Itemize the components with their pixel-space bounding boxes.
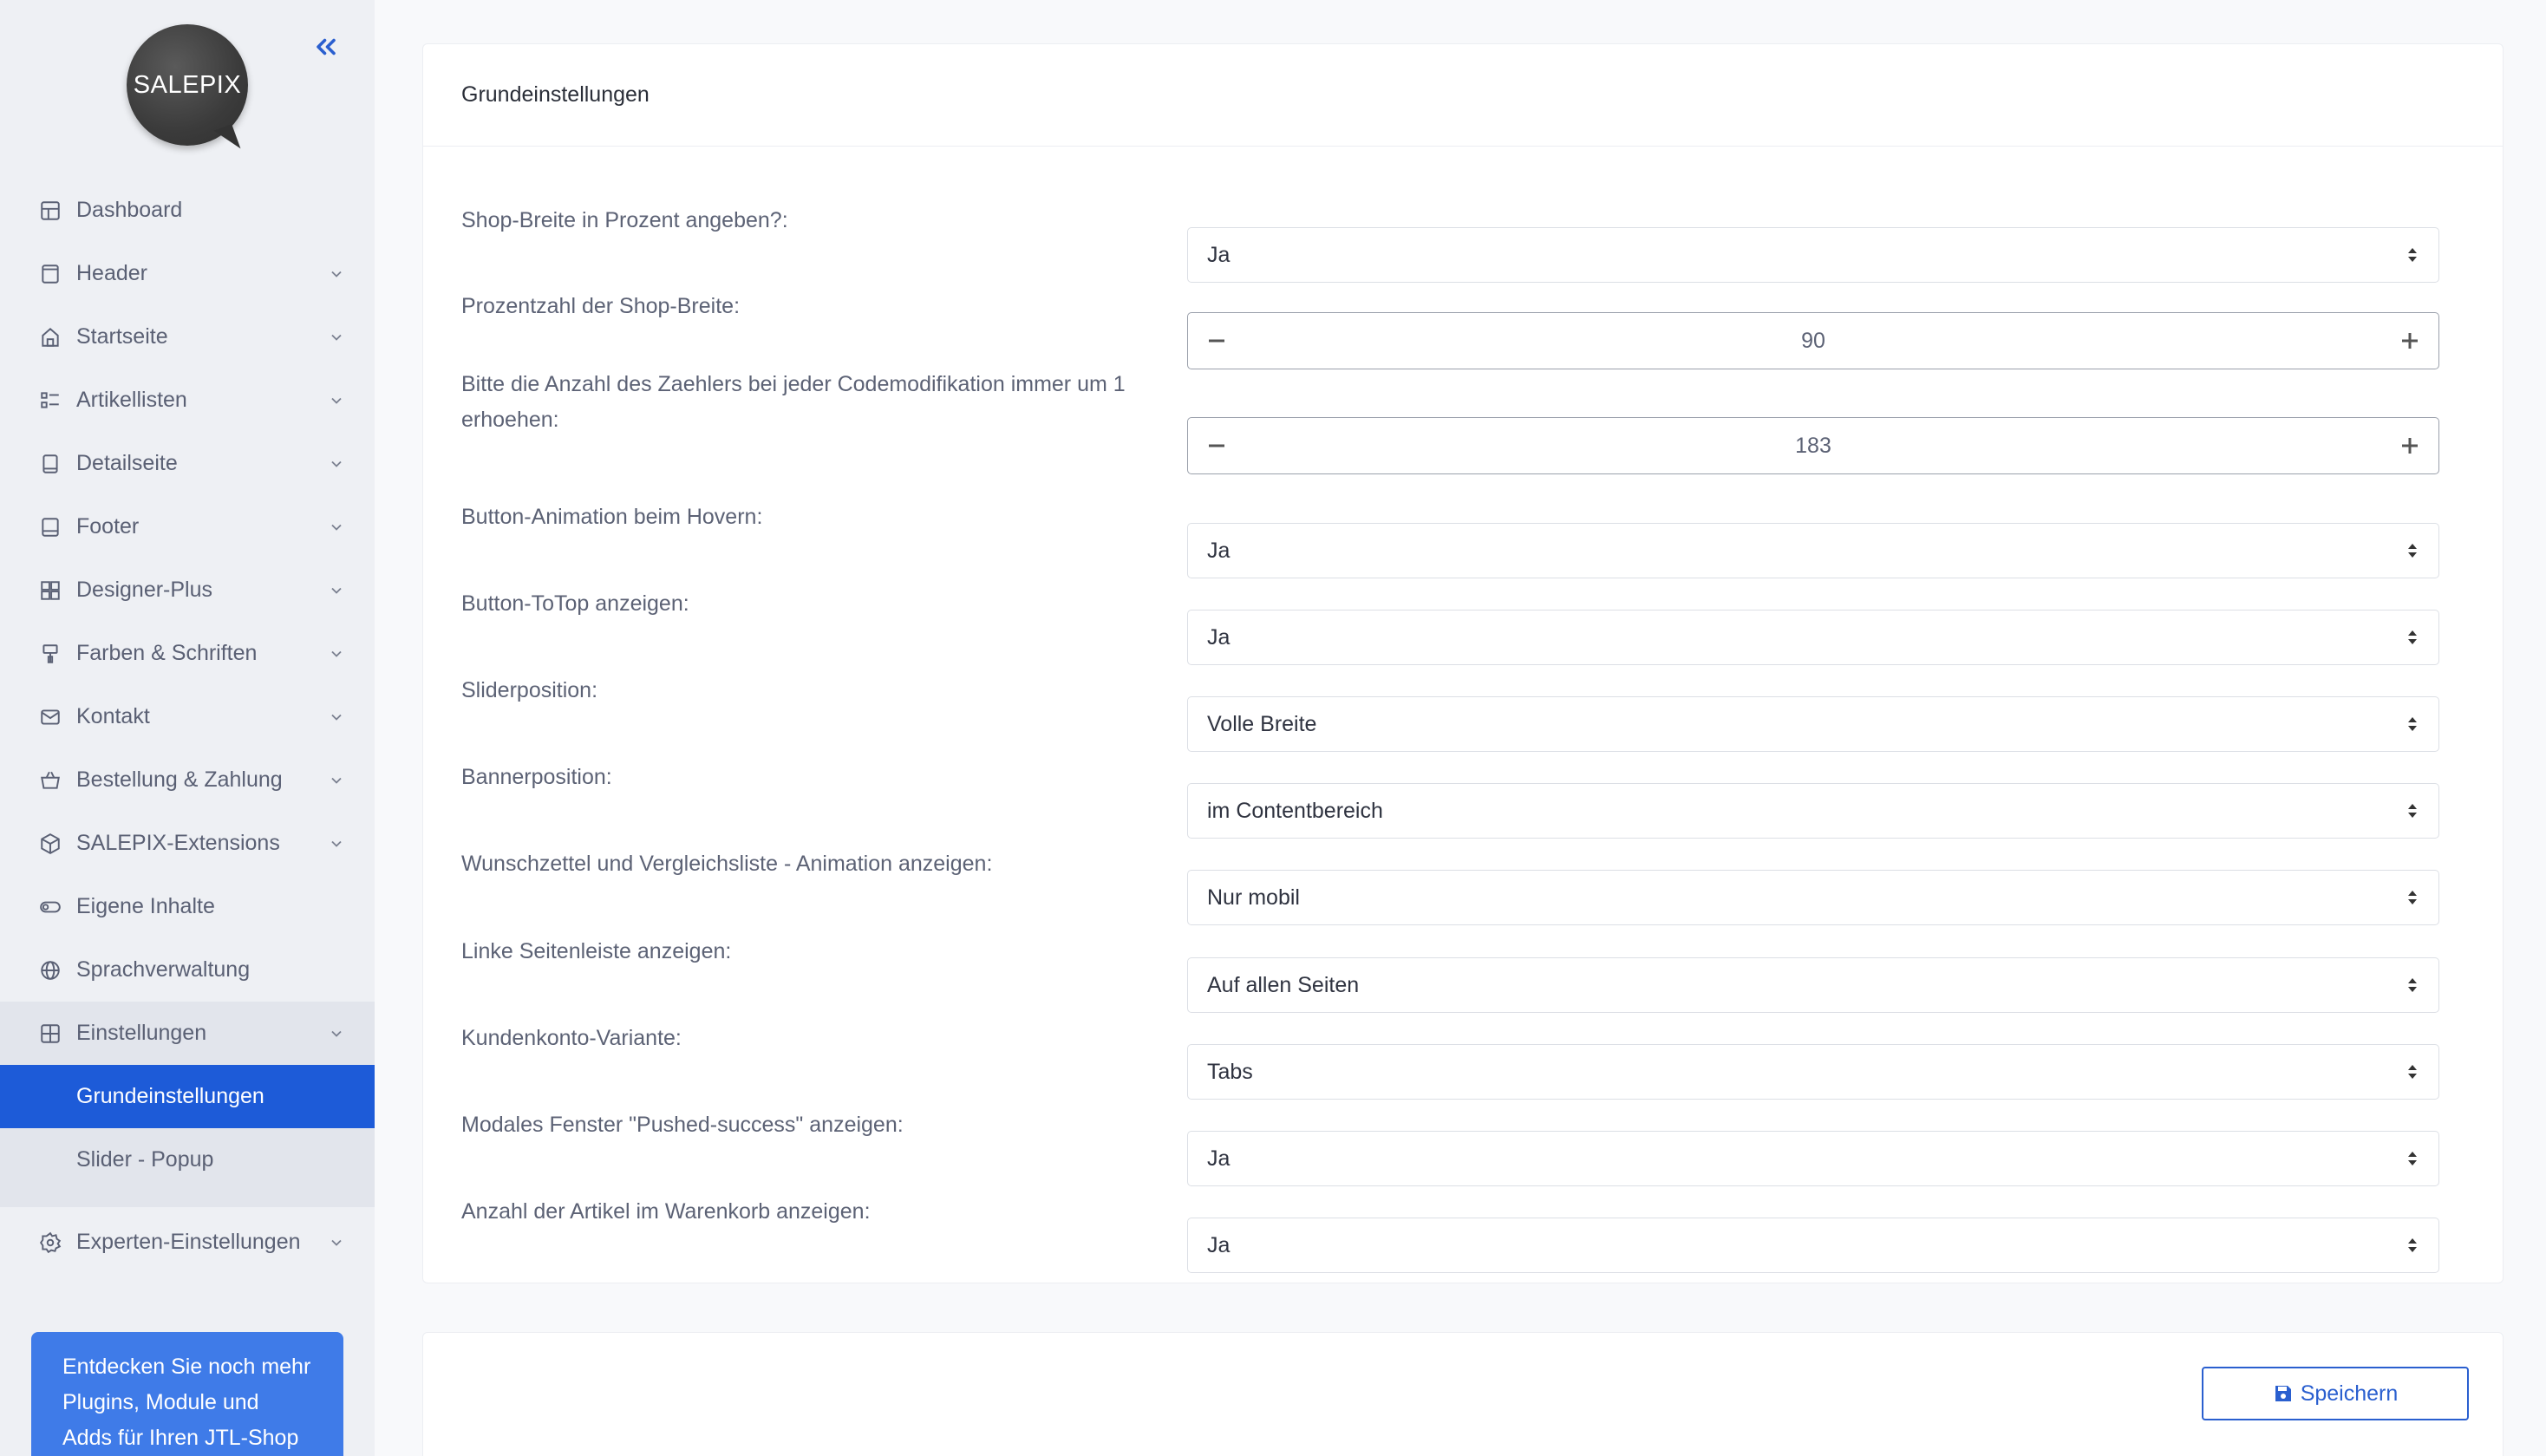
save-button[interactable] — [2202, 1367, 2469, 1420]
sidebar-item-label: SALEPIX-Extensions — [76, 831, 280, 855]
sort-caret-icon — [2386, 802, 2438, 819]
sidebar-item-label: Footer — [76, 514, 140, 539]
header-icon — [38, 262, 62, 286]
left-sidebar-select[interactable] — [1187, 957, 2439, 1013]
sidebar-item-footer[interactable] — [0, 495, 375, 558]
sort-caret-icon — [2386, 1150, 2438, 1167]
sidebar-item-label: Bestellung & Zahlung — [76, 767, 283, 792]
dashboard-icon — [38, 199, 62, 223]
select-value: Volle Breite — [1207, 711, 1317, 736]
sort-caret-icon — [2386, 889, 2438, 906]
select-value: Ja — [1207, 242, 1231, 267]
stepper-value[interactable]: 90 — [1801, 328, 1825, 353]
collapse-sidebar-button[interactable] — [309, 29, 343, 64]
sidebar-nav — [0, 179, 375, 1274]
einstellungen-submenu — [0, 1065, 375, 1207]
sidebar-item-header[interactable] — [0, 242, 375, 305]
chevron-down-icon — [326, 707, 347, 728]
sidebar-item-label: Header — [76, 261, 147, 285]
sidebar-item-dashboard[interactable] — [0, 179, 375, 242]
minus-icon[interactable] — [1188, 418, 1245, 473]
wishlist-animation-select[interactable] — [1187, 870, 2439, 925]
button-totop-select[interactable] — [1187, 610, 2439, 665]
sidebar — [0, 0, 375, 1456]
sidebar-item-label: Farben & Schriften — [76, 641, 258, 665]
submenu-item-slider-popup[interactable] — [0, 1128, 375, 1192]
sidebar-item-label: Eigene Inhalte — [76, 894, 215, 918]
banner-position-select[interactable] — [1187, 783, 2439, 839]
chevron-down-icon — [326, 643, 347, 664]
sidebar-item-sprachverwaltung[interactable] — [0, 938, 375, 1002]
chevron-down-icon — [326, 1023, 347, 1044]
sort-caret-icon — [2386, 1237, 2438, 1254]
brand-logo[interactable] — [127, 24, 248, 153]
plus-icon[interactable] — [2381, 313, 2438, 369]
sidebar-item-label: Kontakt — [76, 704, 150, 728]
shop-width-percent-select[interactable] — [1187, 227, 2439, 283]
sidebar-item-label: Artikellisten — [76, 388, 187, 412]
globe-icon — [38, 958, 62, 983]
submenu-item-label: Slider - Popup — [76, 1147, 214, 1172]
logo-speech-tail — [214, 124, 241, 155]
sidebar-item-label: Designer-Plus — [76, 578, 213, 602]
promo-text: Entdecken Sie noch mehr Plugins, Module und Adds für Ihren JTL-Shop — [62, 1355, 311, 1450]
select-value: Ja — [1207, 624, 1231, 650]
sort-caret-icon — [2386, 629, 2438, 646]
save-button-label: Speichern — [2300, 1381, 2399, 1406]
select-value: Ja — [1207, 538, 1231, 563]
paint-icon — [38, 642, 62, 666]
setting-label: Kundenkonto-Variante: — [461, 1026, 682, 1050]
code-counter-stepper[interactable] — [1187, 417, 2439, 474]
cart-count-select[interactable] — [1187, 1218, 2439, 1273]
setting-label: Bitte die Anzahl des Zaehlers bei jeder Codemodifikation immer um 1 erhoehen: — [461, 372, 1126, 432]
tablet-icon — [38, 452, 62, 476]
sidebar-item-einstellungen[interactable] — [0, 1002, 375, 1065]
sort-caret-icon — [2386, 1063, 2438, 1081]
sidebar-item-label: Experten-Einstellungen — [76, 1230, 301, 1254]
shop-width-stepper[interactable] — [1187, 312, 2439, 369]
basket-icon — [38, 768, 62, 793]
chevron-down-icon — [326, 580, 347, 601]
footer-icon — [38, 515, 62, 539]
floppy-disk-icon — [2273, 1383, 2294, 1404]
sidebar-item-label: Sprachverwaltung — [76, 957, 251, 982]
sort-caret-icon — [2386, 542, 2438, 559]
select-value: im Contentbereich — [1207, 798, 1383, 823]
chevron-down-icon — [326, 327, 347, 348]
gear-icon — [38, 1231, 62, 1255]
chevron-down-icon — [326, 833, 347, 854]
chevron-down-icon — [326, 770, 347, 791]
sidebar-item-startseite[interactable] — [0, 305, 375, 369]
promo-banner[interactable] — [31, 1332, 343, 1456]
layout-icon — [38, 578, 62, 603]
card-title: Grundeinstellungen — [461, 82, 650, 107]
sort-caret-icon — [2386, 976, 2438, 994]
sidebar-item-label: Dashboard — [76, 198, 183, 222]
chevron-down-icon — [326, 264, 347, 284]
setting-label: Linke Seitenleiste anzeigen: — [461, 939, 732, 963]
plus-icon[interactable] — [2381, 418, 2438, 473]
sidebar-item-designer-plus[interactable] — [0, 558, 375, 622]
mail-icon — [38, 705, 62, 729]
chevron-down-icon — [326, 517, 347, 538]
chevron-down-icon — [326, 390, 347, 411]
setting-label: Modales Fenster "Pushed-success" anzeigen: — [461, 1113, 904, 1137]
sidebar-item-kontakt[interactable] — [0, 685, 375, 748]
sidebar-item-label: Detailseite — [76, 451, 178, 475]
setting-label: Prozentzahl der Shop-Breite: — [461, 294, 741, 318]
select-value: Nur mobil — [1207, 885, 1300, 910]
sidebar-item-artikellisten[interactable] — [0, 369, 375, 432]
setting-label: Button-Animation beim Hovern: — [461, 505, 763, 529]
setting-label: Bannerposition: — [461, 765, 612, 789]
setting-label: Button-ToTop anzeigen: — [461, 591, 689, 616]
sort-caret-icon — [2386, 246, 2438, 264]
setting-label: Wunschzettel und Vergleichsliste - Animation anzeigen: — [461, 852, 993, 876]
sidebar-item-label: Einstellungen — [76, 1021, 207, 1045]
select-value: Ja — [1207, 1146, 1231, 1171]
select-value: Auf allen Seiten — [1207, 972, 1360, 997]
setting-label: Shop-Breite in Prozent angeben?: — [461, 208, 788, 232]
sidebar-item-bestellung-zahlung[interactable] — [0, 748, 375, 812]
submenu-item-label: Grundeinstellungen — [76, 1084, 264, 1108]
chevron-down-icon — [326, 1232, 347, 1253]
sidebar-item-eigene-inhalte[interactable] — [0, 875, 375, 938]
actions-card — [422, 1332, 2504, 1456]
customer-account-select[interactable] — [1187, 1044, 2439, 1100]
sidebar-item-experten-einstellungen[interactable] — [0, 1211, 375, 1274]
sidebar-item-label: Startseite — [76, 324, 168, 349]
sidebar-item-farben-schriften[interactable] — [0, 622, 375, 685]
toggle-icon — [38, 895, 62, 919]
sidebar-item-salepix-extensions[interactable] — [0, 812, 375, 875]
minus-icon[interactable] — [1188, 313, 1245, 369]
pushed-success-modal-select[interactable] — [1187, 1131, 2439, 1186]
sidebar-item-detailseite[interactable] — [0, 432, 375, 495]
home-icon — [38, 325, 62, 349]
slider-position-select[interactable] — [1187, 696, 2439, 752]
submenu-item-grundeinstellungen[interactable] — [0, 1065, 375, 1128]
select-value: Tabs — [1207, 1059, 1253, 1084]
setting-label: Anzahl der Artikel im Warenkorb anzeigen: — [461, 1199, 871, 1224]
setting-label: Sliderposition: — [461, 678, 598, 702]
settings-card — [422, 43, 2504, 1283]
stepper-value[interactable]: 183 — [1795, 433, 1831, 458]
double-chevron-left-icon — [310, 31, 342, 62]
select-value: Ja — [1207, 1232, 1231, 1257]
logo-text: SALEPIX — [133, 70, 242, 99]
chevron-down-icon — [326, 454, 347, 474]
card-header — [423, 44, 2503, 147]
list-icon — [38, 388, 62, 413]
button-animation-select[interactable] — [1187, 523, 2439, 578]
package-icon — [38, 832, 62, 856]
sort-caret-icon — [2386, 715, 2438, 733]
grid-icon — [38, 1022, 62, 1046]
